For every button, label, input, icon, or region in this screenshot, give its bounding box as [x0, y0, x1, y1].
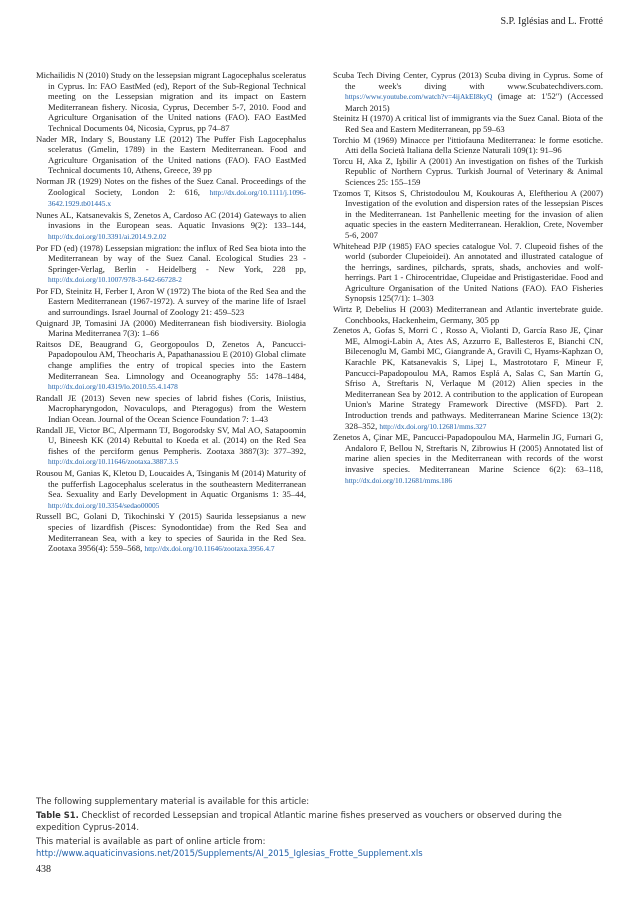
doi-link[interactable]: http://dx.doi.org/10.3391/ai.2014.9.2.02 — [48, 231, 167, 241]
video-link[interactable]: https://www.youtube.com/watch?v=4ijAkEI8kyQ — [345, 92, 493, 102]
reference-item: Torchio M (1969) Minacce per l'ittiofauna Mediterranea: le forme esotiche. Atti della Società Italiana della Scienze Naturali 109(1): 91–96 — [333, 134, 603, 156]
reference-item: Quignard JP, Tomasini JA (2000) Mediterranean fish biodiversity. Biologia Marina Mediterranea 7(3): 1–66 — [36, 317, 306, 339]
reference-item: Rousou M, Ganias K, Kletou D, Loucaides A, Tsinganis M (2014) Maturity of the pufferfish Lagocephalus sceleratus in the southeastern Mediterranean Sea. Sexuality and Early Development in Aquatic Organisms 1: 35–44, http://dx.doi.org/10.3354/sedao00005 — [36, 467, 306, 510]
doi-link[interactable]: http://dx.doi.org/10.4319/lo.2010.55.4.1478 — [48, 382, 178, 392]
table-label: Table S1. — [36, 810, 79, 821]
running-header: S.P. Iglésias and L. Frotté — [500, 16, 603, 27]
references-left-column — [36, 70, 306, 555]
doi-link[interactable]: http://dx.doi.org/10.12681/mms.186 — [345, 475, 453, 485]
supplementary-intro: The following supplementary material is available for this article: — [36, 796, 310, 806]
doi-link[interactable]: http://dx.doi.org/10.12681/mms.327 — [379, 421, 487, 431]
references-right-column — [333, 70, 603, 486]
reference-item: Nunes AL, Katsanevakis S, Zenetos A, Cardoso AC (2014) Gateways to alien invasions in the European seas. Aquatic Invasions 9(2): 133–144, http://dx.doi.org/10.3391/ai.2014.9.2.02 — [36, 209, 306, 241]
doi-link[interactable]: http://dx.doi.org/10.11646/zootaxa.3956.4.7 — [144, 544, 275, 554]
doi-link[interactable]: http://dx.doi.org/10.1007/978-3-642-66728-2 — [48, 275, 182, 285]
supplementary-availability: This material is available as part of online article from: — [36, 836, 266, 847]
reference-item: Por FD, Steinitz H, Ferber I, Aron W (1972) The biota of the Red Sea and the Eastern Mediterranean (1967-1972). A survey of the marine life of Israel and surroundings. Israel Journal of Zoology 21: 459–523 — [36, 285, 306, 318]
reference-item: Zenetos A, Gofas S, Morri C , Rosso A, Violanti D, García Raso JE, Çinar ME, Almogi-Labin A, Ates AS, Azzurro E, Ballesteros E, Bianchi CN, Bilecenoglu M, Gambi MC, Giangrande A, Gravili C, Hyams-Kaphzan O, Karachle PK, Katsanevakis S, Lipej L, Mastrototaro F, Mineur F, Pancucci-Papadopoulou MA, Ramos Esplá A, Salas C, San Martín G, Sfriso A, Streftaris N, Verlaque M (2012) Alien species in the Mediterranean Sea by 2012. A contribution to the application of European Union's Marine Strategy Framework Directive (MSFD). Part 2. Introduction trends and pathways. Mediterranean Marine Science 13(2): 328–352, http://dx.doi.org/10.12681/mms.327 — [333, 325, 603, 431]
table-description: Checklist of recorded Lessepsian and tropical Atlantic marine fishes preserved as vouchers or observed during the expedition Cyprus-2014. — [36, 810, 562, 832]
reference-item: Russell BC, Golani D, Tikochinski Y (2015) Saurida lessepsianus a new species of lizardfish (Pisces: Synodontidae) from the Red Sea and Mediterranean Sea, with a key to species of Saurida in the Red Sea. Zootaxa 3956(4): 559–568, http://dx.doi.org/10.11646/zootaxa.3956.4.7 — [36, 511, 306, 554]
reference-item: Norman JR (1929) Notes on the fishes of the Suez Canal. Proceedings of the Zoological Society, London 2: 616, http://dx.doi.org/10.1111/j.1096-3642.1929.tb01445.x — [36, 175, 306, 209]
reference-item: Por FD (ed) (1978) Lessepsian migration: the influx of Red Sea biota into the Mediterranean by way of the Suez Canal. Ecological Studies 23 - Springer-Verlag, Berlin - Heidelberg - New York, 228 pp, http://dx.doi.org/10.1007/978-3-642-66728-2 — [36, 242, 306, 285]
supplementary-material — [36, 796, 604, 859]
reference-item: Steinitz H (1970) A critical list of immigrants via the Suez Canal. Biota of the Red Sea and Eastern Mediterranean, pp 59–63 — [333, 113, 603, 134]
supplementary-table-caption — [36, 810, 604, 833]
doi-link[interactable]: http://dx.doi.org/10.11646/zootaxa.3887.3.5 — [48, 457, 179, 467]
reference-item: Torcu H, Aka Z, Işbilir A (2001) An investigation on fishes of the Turkish Republic of Northern Cyprus. Turkish Journal of Veterinary & Animal Sciences 25: 155–159 — [333, 155, 603, 187]
reference-item: Wirtz P, Debelius H (2003) Mediterranean and Atlantic invertebrate guide. Conchbooks, Hackenheim, Germany, 305 pp — [333, 304, 603, 325]
reference-item: Randall JE (2013) Seven new species of labrid fishes (Coris, Iniistius, Macropharyngodon, Novaculops, and Pteragogus) from the Western Indian Ocean. Journal of the Ocean Science Foundation 7: 1–43 — [36, 392, 306, 424]
reference-item: Raitsos DE, Beaugrand G, Georgopoulos D, Zenetos A, Pancucci-Papadopoulou AM, Theocharis A, Papathanassiou E (2010) Global climate change amplifies the entry of tropical species into the Eastern Mediterranean Sea. Limnology and Oceanography 55: 1478–1484, http://dx.doi.org/10.4319/lo.2010.55.4.1478 — [36, 338, 306, 392]
reference-item: Nader MR, Indary S, Boustany LE (2012) The Puffer Fish Lagocephalus sceleratus (Gmelin, 1789) in the Eastern Mediterranean. Food and Agriculture Organisation of the United nations (FAO). FAO EastMed Technical documents 10, Athens, Greece, 39 pp — [36, 133, 306, 176]
reference-item: Whitehead PJP (1985) FAO species catalogue Vol. 7. Clupeoid fishes of the world (suborder Clupeioidei). An annotated and illustrated catalogue of the herrings, sardines, pilchards, sprats, shads, anchovies and wolf-herrings. Part 1 - Chirocentridae, Clupeidae and Pristigasteridae. Food and Agriculture Organisation of the United Nations (FAO). FAO Fisheries Synopsis 125(7/1): 1–303 — [333, 240, 603, 304]
reference-item: Scuba Tech Diving Center, Cyprus (2013) Scuba diving in Cyprus. Some of the week's diving with www.Scubatechdivers.com. https://www.youtube.com/watch?v=4ijAkEI8kyQ (image at: 1'52") (Accessed March 2015) — [333, 70, 603, 113]
supplement-url-link[interactable]: http://www.aquaticinvasions.net/2015/Supplements/AI_2015_Iglesias_Frotte_Supplement.xls — [36, 847, 423, 858]
doi-link[interactable]: http://dx.doi.org/10.3354/sedao00005 — [48, 500, 160, 510]
reference-item: Zenetos A, Çinar ME, Pancucci-Papadopoulou MA, Harmelin JG, Furnari G, Andaloro F, Bellou N, Streftaris N, Zibrowius H (2005) Annotated list of marine alien species in the Mediterranean with records of the worst invasive species. Mediterranean Marine Science 6(2): 63–118, http://dx.doi.org/10.12681/mms.186 — [333, 432, 603, 485]
page-number: 438 — [36, 864, 51, 875]
reference-item: Michailidis N (2010) Study on the lessepsian migrant Lagocephalus sceleratus in Cyprus. In: FAO EastMed (ed), Report of the Sub-Regional Technical meeting on the Lessepsian migration and its impact on Eastern Mediterranean fishery. Nicosia, Cyprus, December 5-7, 2010. Food and Agriculture Organisation of the United nations (FAO). FAO EastMed Technical Documents 04, Nicosia, Cyprus, pp 74–87 — [36, 70, 306, 133]
doi-link[interactable]: http://dx.doi.org/10.1111/j.1096-3642.1929.tb01445.x — [48, 187, 306, 209]
reference-item: Randall JE, Victor BC, Alpermann TJ, Bogorodsky SV, Mal AO, Satapoomin U, Bineesh KK (2014) Rebuttal to Koeda et al. (2014) on the Red Sea fishes of the perciform genus Pempheris. Zootaxa 3887(3): 377–392, http://dx.doi.org/10.11646/zootaxa.3887.3.5 — [36, 424, 306, 467]
reference-item: Tzomos T, Kitsos S, Christodoulou M, Koukouras A, Eleftheriou A (2007) Investigation of the evolution and dispersion rates of the lessepsian Pisces in the Mediterranean. 1st Panhellenic meeting for the invasion of alien aquatic species in the eastern Mediterranean. Heraklion, Crete, November 5-6, 2007 — [333, 187, 603, 240]
